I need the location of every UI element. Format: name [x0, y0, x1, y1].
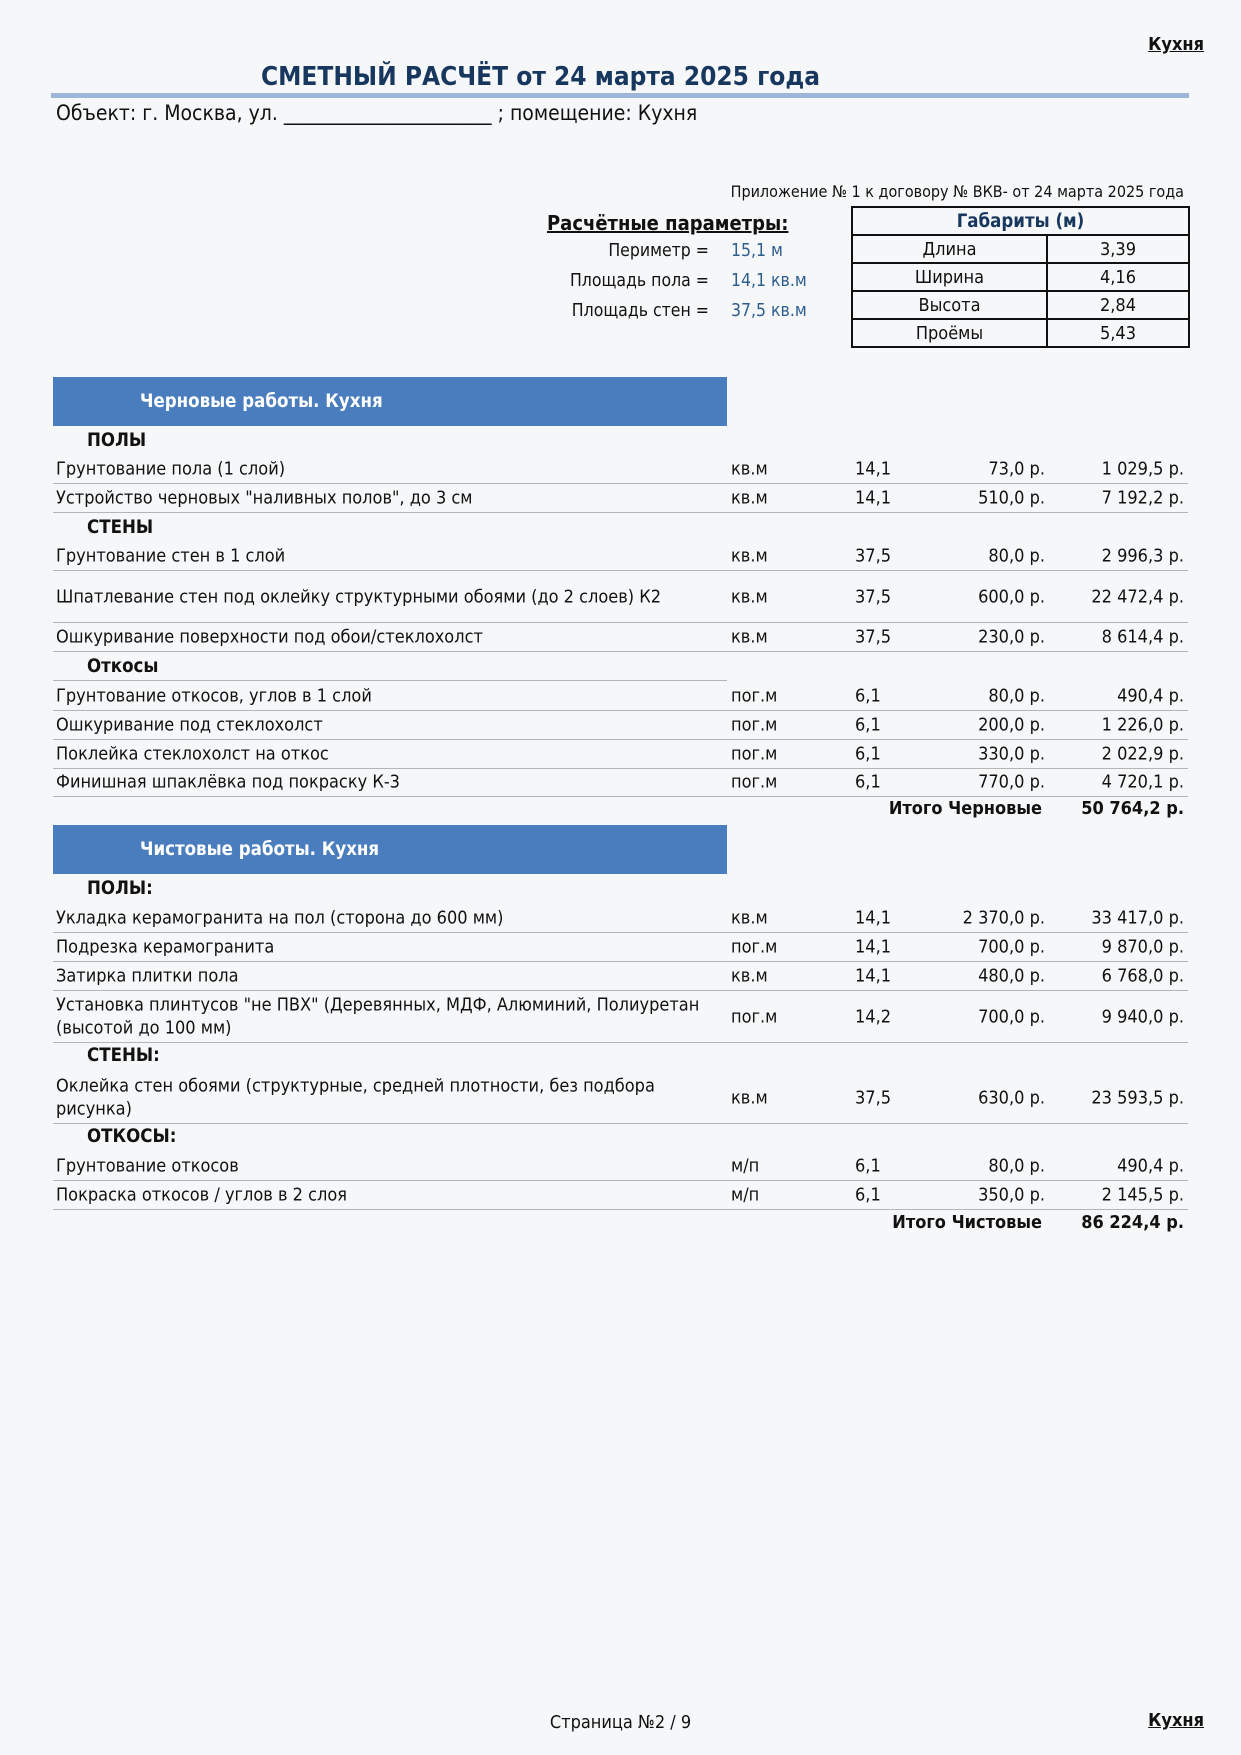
item-unit: кв.м	[731, 487, 768, 509]
item-unit: кв.м	[731, 1087, 768, 1108]
item-name: Грунтование откосов, углов в 1 слой	[56, 685, 372, 707]
item-price: 80,0 р.	[988, 545, 1045, 567]
item-total: 6 768,0 р.	[1101, 965, 1184, 987]
item-total: 7 192,2 р.	[1101, 487, 1184, 509]
item-total: 2 145,5 р.	[1101, 1184, 1184, 1206]
table-row	[53, 1072, 1188, 1124]
item-name: Шпатлевание стен под оклейку структурными обоями (до 2 слоев) К2	[56, 585, 662, 607]
item-total: 2 996,3 р.	[1101, 545, 1184, 567]
item-name: Поклейка стеклохолст на откос	[56, 743, 329, 765]
item-total: 1 226,0 р.	[1101, 714, 1184, 736]
rough-category-slopes: Откосы	[53, 656, 727, 681]
dim-value: 2,84	[1047, 291, 1189, 319]
item-unit: кв.м	[731, 458, 768, 480]
item-qty: 37,5	[855, 586, 892, 607]
params-title: Расчётные параметры:	[547, 211, 789, 235]
item-total: 1 029,5 р.	[1101, 458, 1184, 480]
item-price: 2 370,0 р.	[962, 907, 1045, 929]
item-unit: пог.м	[731, 771, 778, 793]
item-unit: пог.м	[731, 1006, 778, 1027]
dimensions-table	[851, 206, 1190, 348]
table-row	[53, 904, 1188, 933]
finish-category-floors: ПОЛЫ:	[87, 878, 153, 899]
item-qty: 6,1	[855, 1155, 881, 1177]
item-unit: пог.м	[731, 714, 778, 736]
item-price: 350,0 р.	[978, 1184, 1045, 1206]
item-name: Ошкуривание под стеклохолст	[56, 714, 323, 736]
table-row	[53, 571, 1188, 623]
item-name: Грунтование откосов	[56, 1155, 239, 1177]
item-qty: 6,1	[855, 771, 881, 793]
sheet-tab-link-top[interactable]: Кухня	[1148, 34, 1204, 55]
item-price: 630,0 р.	[978, 1087, 1045, 1108]
item-qty: 14,2	[855, 1006, 892, 1027]
item-name: Устройство черновых "наливных полов", до 3 см	[56, 487, 473, 509]
item-price: 200,0 р.	[978, 714, 1045, 736]
item-price: 600,0 р.	[978, 586, 1045, 607]
item-unit: пог.м	[731, 685, 778, 707]
param-wall-area-value: 37,5 кв.м	[731, 301, 807, 321]
finish-category-slopes: ОТКОСЫ:	[87, 1126, 177, 1147]
item-name: Грунтование стен в 1 слой	[56, 545, 286, 567]
document-title: СМЕТНЫЙ РАСЧЁТ от 24 марта 2025 года	[260, 62, 821, 92]
item-total: 9 870,0 р.	[1101, 936, 1184, 958]
dim-value: 5,43	[1047, 319, 1189, 347]
item-unit: кв.м	[731, 907, 768, 929]
item-qty: 6,1	[855, 714, 881, 736]
item-price: 700,0 р.	[978, 936, 1045, 958]
table-row	[53, 1152, 1188, 1181]
item-unit: пог.м	[731, 743, 778, 765]
table-row	[53, 682, 1188, 711]
item-name: Ошкуривание поверхности под обои/стеклохолст	[56, 626, 483, 648]
item-price: 700,0 р.	[978, 1006, 1045, 1027]
item-unit: м/п	[731, 1184, 760, 1206]
item-total: 4 720,1 р.	[1101, 771, 1184, 793]
item-price: 80,0 р.	[988, 1155, 1045, 1177]
item-name: Установка плинтусов "не ПВХ" (Деревянных, МДФ, Алюминий, Полиуретан (высотой до 100 мм)	[56, 994, 700, 1039]
rough-category-walls: СТЕНЫ	[87, 517, 154, 538]
item-price: 770,0 р.	[978, 771, 1045, 793]
table-row	[53, 623, 1188, 652]
param-wall-area-label: Площадь стен =	[571, 301, 709, 321]
dim-label: Ширина	[852, 263, 1047, 291]
rough-category-floors: ПОЛЫ	[87, 430, 147, 451]
object-line: Объект: г. Москва, ул. ______________________ ; помещение: Кухня	[56, 101, 698, 125]
param-perimeter-label: Периметр =	[608, 241, 709, 261]
item-name: Укладка керамогранита на пол (сторона до 600 мм)	[56, 907, 504, 929]
sheet-tab-link-bottom[interactable]: Кухня	[1148, 1710, 1204, 1731]
item-name: Финишная шпаклёвка под покраску К-3	[56, 771, 400, 793]
item-unit: пог.м	[731, 936, 778, 958]
item-price: 330,0 р.	[978, 743, 1045, 765]
param-floor-area-label: Площадь пола =	[569, 271, 709, 291]
item-name: Подрезка керамогранита	[56, 936, 275, 958]
item-unit: кв.м	[731, 965, 768, 987]
rough-subtotal-label: Итого Черновые	[888, 798, 1042, 819]
item-price: 230,0 р.	[978, 626, 1045, 648]
title-divider	[51, 93, 1189, 98]
page-number: Страница №2 / 9	[549, 1712, 692, 1733]
item-total: 8 614,4 р.	[1101, 626, 1184, 648]
item-qty: 14,1	[855, 907, 892, 929]
item-unit: кв.м	[731, 586, 768, 607]
table-row	[53, 991, 1188, 1043]
item-qty: 6,1	[855, 1184, 881, 1206]
item-name: Грунтование пола (1 слой)	[56, 458, 286, 480]
dim-value: 4,16	[1047, 263, 1189, 291]
rough-subtotal-value: 50 764,2 р.	[1081, 798, 1184, 819]
table-row	[53, 711, 1188, 740]
finish-category-walls: СТЕНЫ:	[87, 1045, 160, 1066]
item-qty: 6,1	[855, 743, 881, 765]
appendix-note: Приложение № 1 к договору № ВКВ- от 24 марта 2025 года	[730, 182, 1184, 201]
item-qty: 14,1	[855, 458, 892, 480]
item-unit: м/п	[731, 1155, 760, 1177]
item-total: 9 940,0 р.	[1101, 1006, 1184, 1027]
item-total: 2 022,9 р.	[1101, 743, 1184, 765]
dim-label: Высота	[852, 291, 1047, 319]
finish-subtotal-label: Итого Чистовые	[892, 1212, 1042, 1233]
dim-label: Проёмы	[852, 319, 1047, 347]
table-row	[53, 542, 1188, 571]
finish-works-header: Чистовые работы. Кухня	[53, 825, 727, 874]
table-row	[53, 455, 1188, 484]
item-qty: 37,5	[855, 626, 892, 648]
item-name: Оклейка стен обоями (структурные, средней плотности, без подбора рисунка)	[56, 1075, 655, 1120]
table-row	[53, 933, 1188, 962]
item-total: 490,4 р.	[1117, 1155, 1184, 1177]
item-price: 80,0 р.	[988, 685, 1045, 707]
item-total: 23 593,5 р.	[1091, 1087, 1184, 1108]
item-price: 510,0 р.	[978, 487, 1045, 509]
item-qty: 6,1	[855, 685, 881, 707]
item-name: Покраска откосов / углов в 2 слоя	[56, 1184, 348, 1206]
item-unit: кв.м	[731, 545, 768, 567]
item-qty: 14,1	[855, 487, 892, 509]
dim-value: 3,39	[1047, 235, 1189, 263]
finish-subtotal-value: 86 224,4 р.	[1081, 1212, 1184, 1233]
item-price: 480,0 р.	[978, 965, 1045, 987]
item-unit: кв.м	[731, 626, 768, 648]
item-total: 33 417,0 р.	[1091, 907, 1184, 929]
item-qty: 37,5	[855, 1087, 892, 1108]
dim-label: Длина	[852, 235, 1047, 263]
item-total: 490,4 р.	[1117, 685, 1184, 707]
table-row	[53, 740, 1188, 769]
param-perimeter-value: 15,1 м	[731, 241, 783, 261]
table-row	[53, 1181, 1188, 1210]
table-row	[53, 484, 1188, 513]
rough-works-header: Черновые работы. Кухня	[53, 377, 727, 426]
item-total: 22 472,4 р.	[1091, 586, 1184, 607]
table-row	[53, 768, 1188, 797]
item-qty: 14,1	[855, 965, 892, 987]
param-floor-area-value: 14,1 кв.м	[731, 271, 807, 291]
item-qty: 37,5	[855, 545, 892, 567]
dimensions-title: Габариты (м)	[852, 207, 1189, 235]
item-price: 73,0 р.	[988, 458, 1045, 480]
table-row	[53, 962, 1188, 991]
item-qty: 14,1	[855, 936, 892, 958]
item-name: Затирка плитки пола	[56, 965, 239, 987]
